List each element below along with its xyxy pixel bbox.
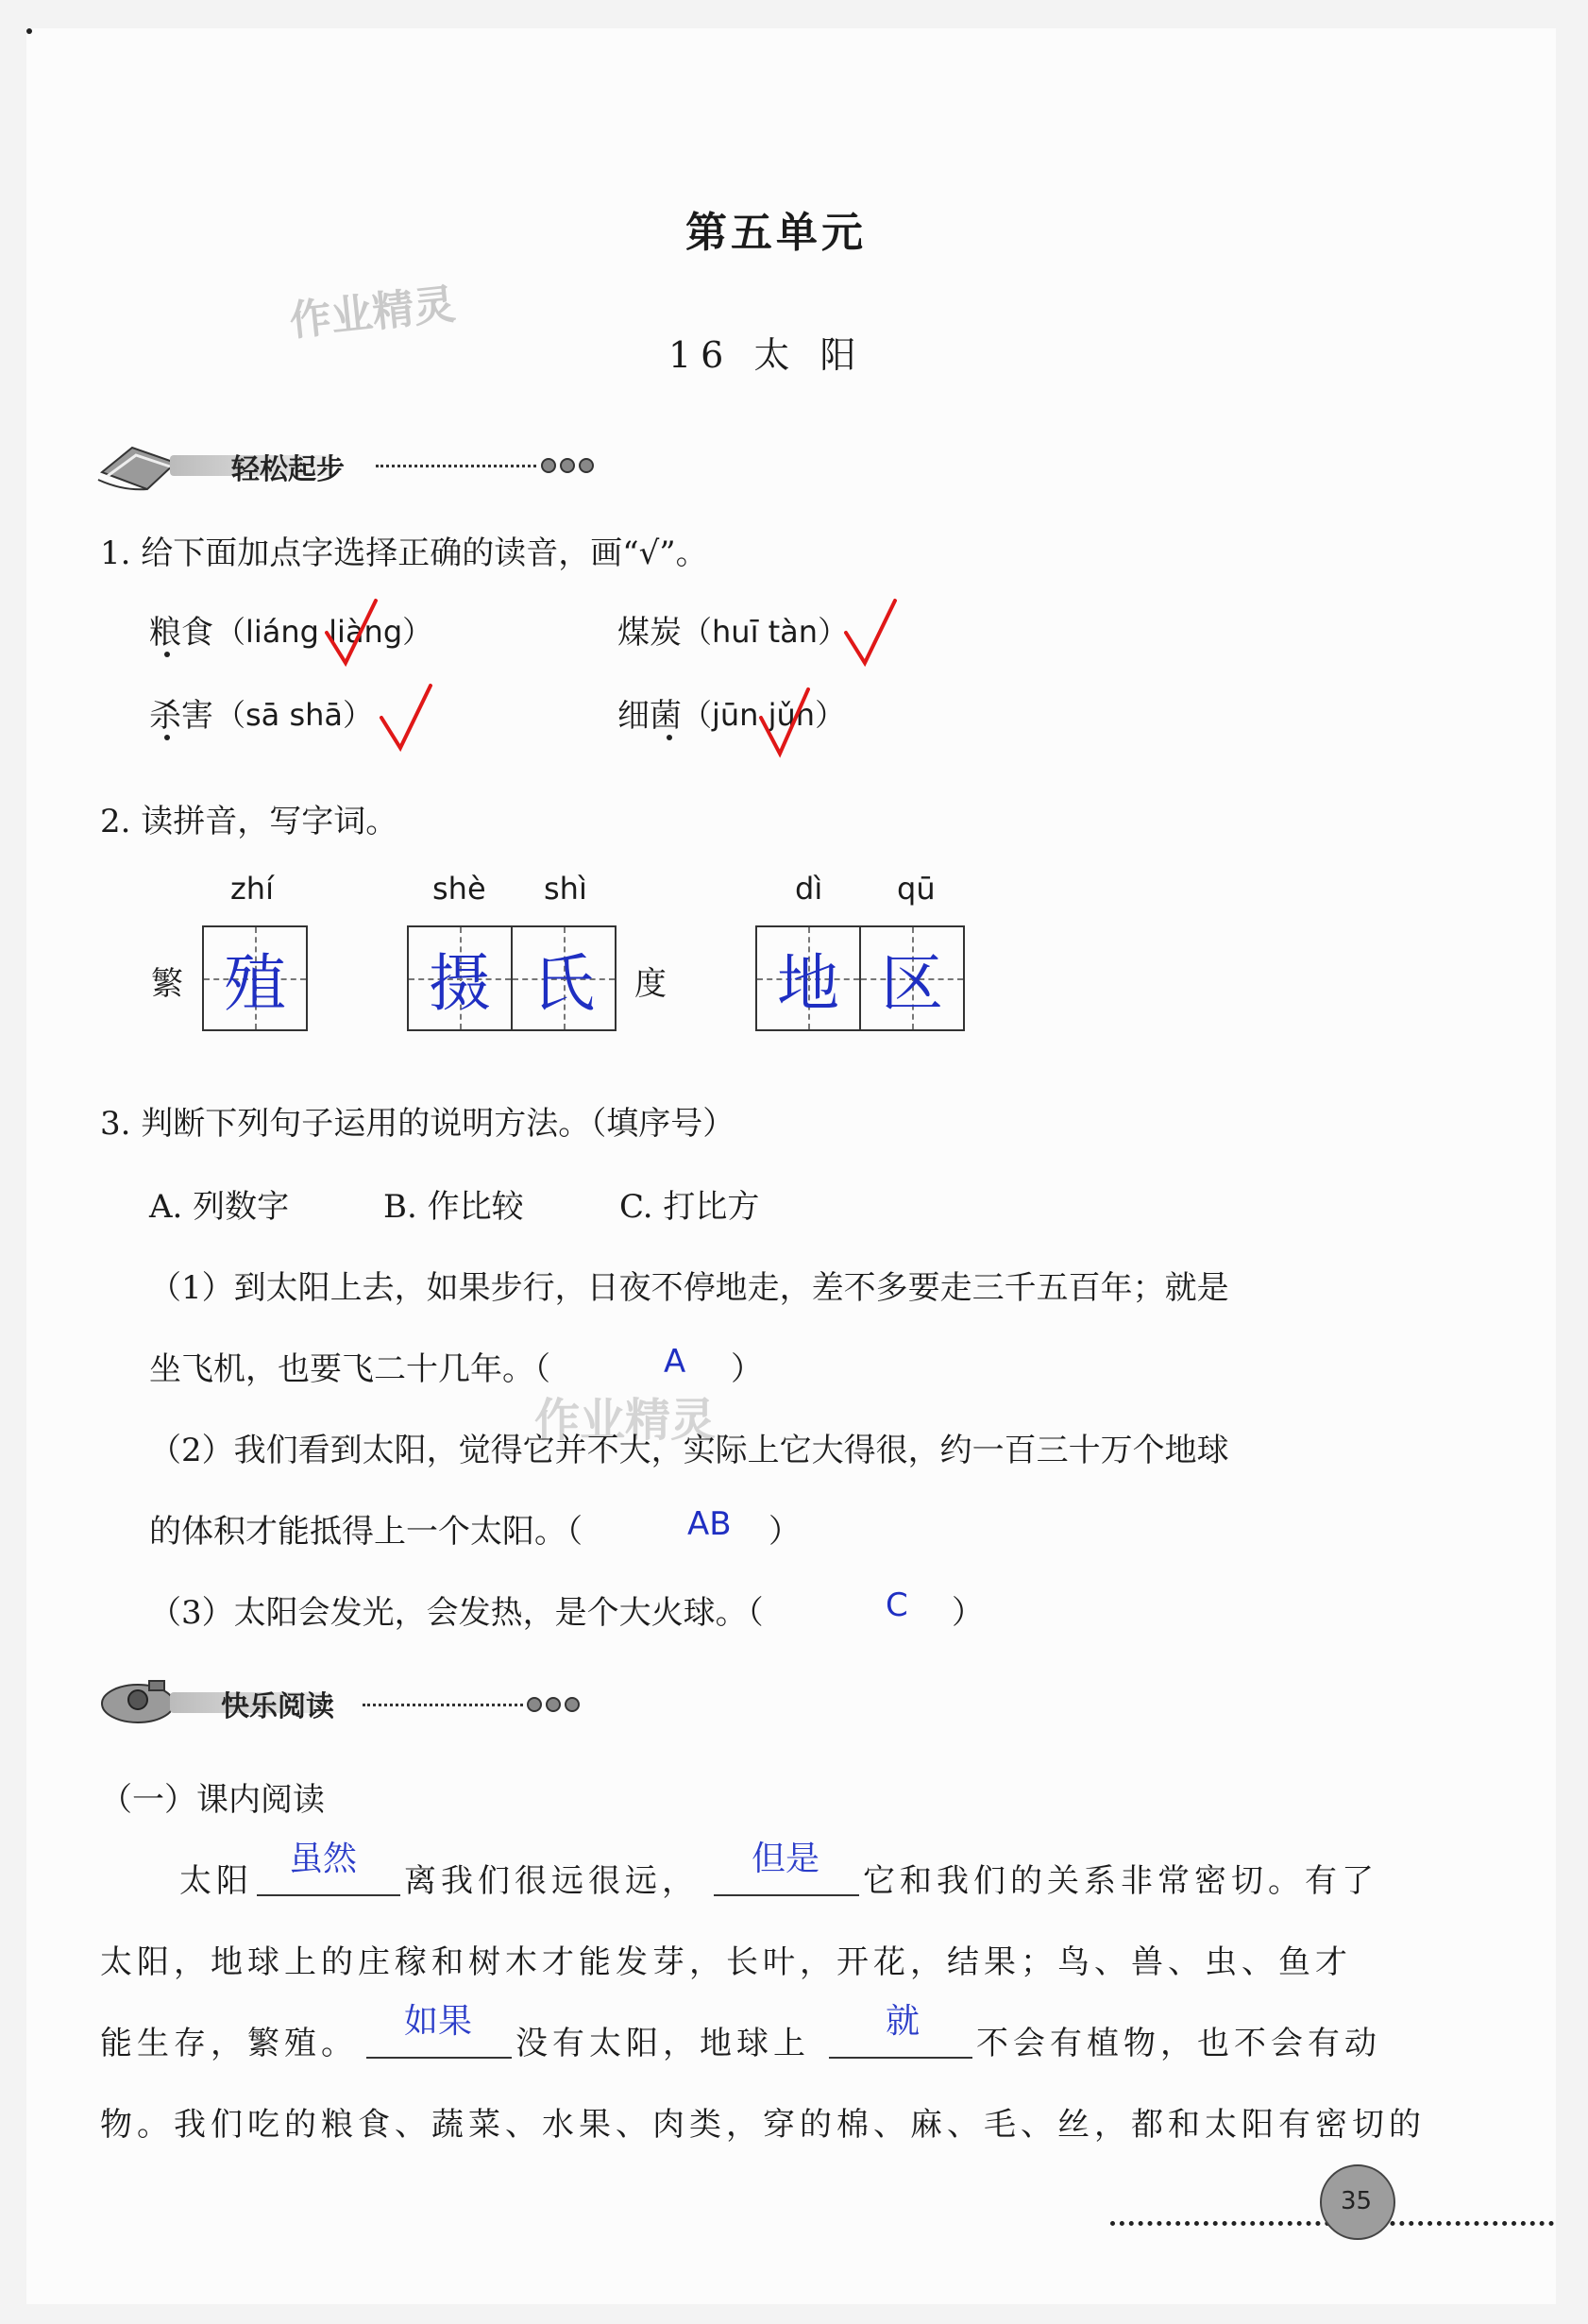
sentence-1-line-2: 坐飞机，也要飞二十几年。（ bbox=[149, 1350, 550, 1388]
option-b: B. 作比较 bbox=[383, 1188, 524, 1226]
sentence-3: （3）太阳会发光，会发热，是个大火球。（ bbox=[149, 1594, 764, 1632]
writing-box bbox=[511, 925, 617, 1031]
workbook-page bbox=[26, 28, 1556, 2304]
question-3-prompt: 3. 判断下列句子运用的说明方法。（填序号） bbox=[100, 1105, 735, 1143]
reading-subsection: （一）课内阅读 bbox=[100, 1781, 325, 1819]
lesson-title: 16 太 阳 bbox=[668, 334, 866, 376]
q1-options-2: （huī tàn） bbox=[682, 614, 849, 650]
fill-blank[interactable] bbox=[257, 1894, 400, 1896]
q1-word-4: 细菌 bbox=[617, 697, 682, 735]
sentence-3-answer: C bbox=[886, 1586, 908, 1624]
sentence-2-line-2: 的体积才能抵得上一个太阳。（ bbox=[149, 1513, 583, 1551]
reading-text: 物。我们吃的粮食、蔬菜、水果、肉类，穿的棉、麻、毛、丝，都和太阳有密切的 bbox=[100, 2106, 1426, 2144]
writing-box bbox=[755, 925, 861, 1031]
word-prefix: 繁 bbox=[151, 965, 183, 1003]
reading-text: 没有太阳，地球上 bbox=[515, 2025, 810, 2062]
watermark: 作业精灵 bbox=[534, 1394, 717, 1447]
answer-char: 区 bbox=[881, 947, 943, 1020]
paren-close: ） bbox=[952, 1594, 984, 1632]
blank-answer: 就 bbox=[886, 2002, 921, 2041]
blank-answer: 虽然 bbox=[289, 1840, 358, 1878]
answer-char: 地 bbox=[777, 947, 839, 1020]
q1-word-3: 杀害 bbox=[149, 697, 213, 735]
reading-text: 能生存，繁殖。 bbox=[100, 2025, 358, 2062]
check-mark-icon bbox=[761, 689, 808, 754]
q1-options-4: （jūn jǔn） bbox=[682, 697, 846, 733]
sentence-1-line-1: （1）到太阳上去，如果步行，日夜不停地走，差不多要走三千五百年；就是 bbox=[149, 1269, 1229, 1307]
reading-text: 不会有植物，也不会有动 bbox=[976, 2025, 1381, 2062]
sentence-2-line-1: （2）我们看到太阳，觉得它并不大，实际上它大得很，约一百三十万个地球 bbox=[149, 1432, 1229, 1469]
banner-dot bbox=[527, 1697, 542, 1712]
reading-text: 太阳 bbox=[179, 1862, 253, 1900]
section-banner-2 bbox=[94, 1671, 623, 1728]
answer-char: 殖 bbox=[224, 947, 286, 1020]
q1-word-1: 粮食 bbox=[149, 614, 213, 652]
pinyin-zhi: zhí bbox=[230, 871, 274, 907]
unit-title: 第五单元 bbox=[685, 209, 867, 257]
banner-dot bbox=[565, 1697, 580, 1712]
sentence-2-answer: AB bbox=[687, 1505, 732, 1543]
pinyin-shi: shì bbox=[544, 871, 587, 907]
check-mark-icon bbox=[846, 601, 895, 663]
fill-blank[interactable] bbox=[366, 2057, 512, 2059]
option-c: C. 打比方 bbox=[619, 1188, 760, 1226]
writing-box bbox=[407, 925, 513, 1031]
pinyin-di: dì bbox=[795, 871, 823, 907]
writing-box bbox=[859, 925, 965, 1031]
fill-blank[interactable] bbox=[714, 1894, 859, 1896]
banner-title: 轻松起步 bbox=[231, 453, 345, 486]
pinyin-she: shè bbox=[432, 871, 486, 907]
sentence-1-answer: A bbox=[664, 1343, 686, 1381]
check-mark-icon bbox=[381, 686, 431, 748]
blank-answer: 但是 bbox=[752, 1840, 820, 1878]
answer-char: 氏 bbox=[532, 947, 595, 1020]
q1-options-3: （sā shā） bbox=[215, 697, 374, 733]
answer-char: 摄 bbox=[429, 947, 491, 1020]
q1-options-1: （liáng liàng） bbox=[215, 614, 433, 650]
check-marks bbox=[26, 28, 1556, 878]
word-middle: 度 bbox=[634, 965, 667, 1003]
option-a: A. 列数字 bbox=[149, 1188, 290, 1226]
paren-close: ） bbox=[731, 1350, 763, 1388]
banner-title: 快乐阅读 bbox=[221, 1690, 334, 1723]
paren-close: ） bbox=[769, 1513, 801, 1551]
camera-icon bbox=[94, 1671, 179, 1730]
reading-text: 太阳，地球上的庄稼和树木才能发芽，长叶，开花，结果；鸟、兽、虫、鱼才 bbox=[100, 1943, 1352, 1981]
reading-text: 离我们很远很远， bbox=[404, 1862, 699, 1900]
reading-text: 它和我们的关系非常密切。有了 bbox=[863, 1862, 1378, 1900]
question-2-prompt: 2. 读拼音，写字词。 bbox=[100, 803, 398, 840]
watermark: 作业精灵 bbox=[287, 280, 458, 347]
fill-blank[interactable] bbox=[829, 2057, 972, 2059]
page-number-badge bbox=[1320, 2164, 1395, 2240]
banner-divider bbox=[363, 1704, 523, 1706]
check-mark-icon bbox=[327, 601, 376, 663]
writing-box bbox=[202, 925, 308, 1031]
blank-answer: 如果 bbox=[404, 2002, 473, 2041]
page-number: 35 bbox=[1341, 2187, 1373, 2215]
q1-word-2: 煤炭 bbox=[617, 614, 682, 652]
banner-dot bbox=[546, 1697, 561, 1712]
pinyin-qu: qū bbox=[897, 871, 936, 907]
question-1-prompt: 1. 给下面加点字选择正确的读音，画“√”。 bbox=[100, 534, 708, 572]
